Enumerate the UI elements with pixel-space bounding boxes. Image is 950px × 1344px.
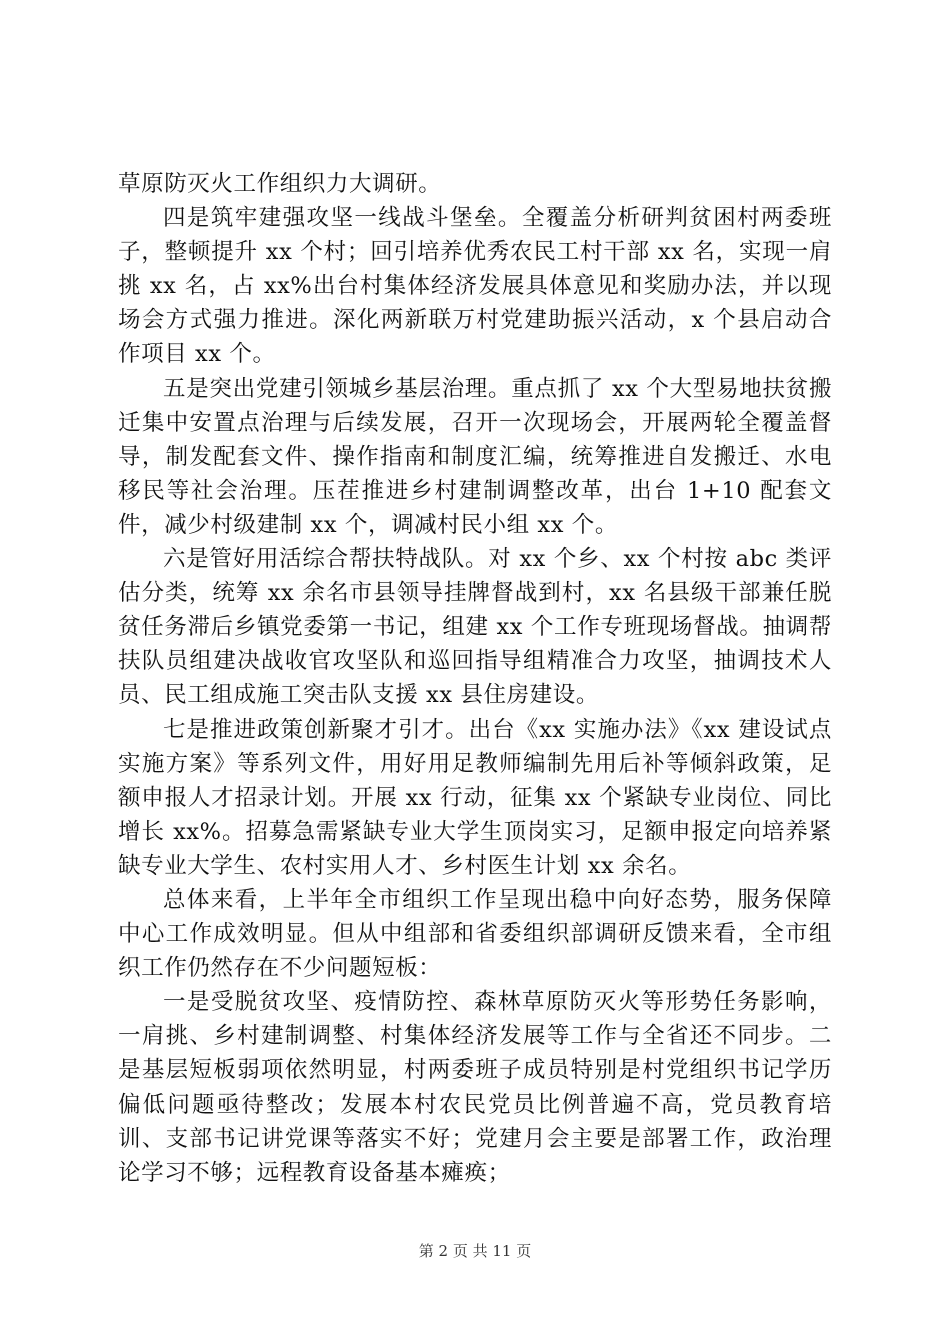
document-body (118, 167, 832, 1190)
paragraph-summary: 总体来看，上半年全市组织工作呈现出稳中向好态势，服务保障中心工作成效明显。但从中组部和省委组织部调研反馈来看，全市组织工作仍然存在不少问题短板： (118, 886, 832, 982)
paragraph-continued: 草原防灭火工作组织力大调研。 (118, 171, 442, 197)
paragraph-4-frontline-fortress: 四是筑牢建强攻坚一线战斗堡垒。全覆盖分析研判贫困村两委班子，整顿提升 xx 个村；回引培养优秀农民工村干部 xx 名，实现一肩挑 xx 名，占 xx%出台村集体经济发展具体意见和奖励办法，并以现场会方式强力推进。深化两新联万村党建助振兴活动，x 个县启动合作项目 xx 个。 (118, 205, 832, 368)
paragraph-7-talent-policy: 七是推进政策创新聚才引才。出台《xx 实施办法》《xx 建设试点实施方案》等系列文件，用好用足教师编制先用后补等倾斜政策，足额申报人才招录计划。开展 xx 行动，征集 xx 个紧缺专业岗位、同比增长 xx%。招募急需紧缺专业大学生顶岗实习，足额申报定向培养紧缺专业大学生、农村实用人才、乡村医生计划 xx 余名。 (118, 716, 832, 879)
paragraph-6-assistance-teams: 六是管好用活综合帮扶特战队。对 xx 个乡、xx 个村按 abc 类评估分类，统筹 xx 余名市县领导挂牌督战到村，xx 名县级干部兼任脱贫任务滞后乡镇党委第一书记，组建 xx 个工作专班现场督战。抽调帮扶队员组建决战收官攻坚队和巡回指导组精准合力攻坚，抽调技术人员、民工组成施工突击队支援 xx 县住房建设。 (118, 546, 832, 709)
paragraph-5-grassroots-governance: 五是突出党建引领城乡基层治理。重点抓了 xx 个大型易地扶贫搬迁集中安置点治理与后续发展，召开一次现场会，开展两轮全覆盖督导，制发配套文件、操作指南和制度汇编，统筹推进自发搬迁、水电移民等社会治理。压茬推进乡村建制调整改革，出台 1+10 配套文件，减少村级建制 xx 个，调减村民小组 xx 个。 (118, 375, 832, 538)
page-footer: 第 2 页 共 11 页 (418, 1242, 532, 1260)
paragraph-problems: 一是受脱贫攻坚、疫情防控、森林草原防灭火等形势任务影响，一肩挑、乡村建制调整、村集体经济发展等工作与全省还不同步。二是基层短板弱项依然明显，村两委班子成员特别是村党组织书记学历偏低问题亟待整改；发展本村农民党员比例普遍不高，党员教育培训、支部书记讲党课等落实不好；党建月会主要是部署工作，政治理论学习不够；远程教育设备基本瘫痪； (118, 989, 832, 1186)
